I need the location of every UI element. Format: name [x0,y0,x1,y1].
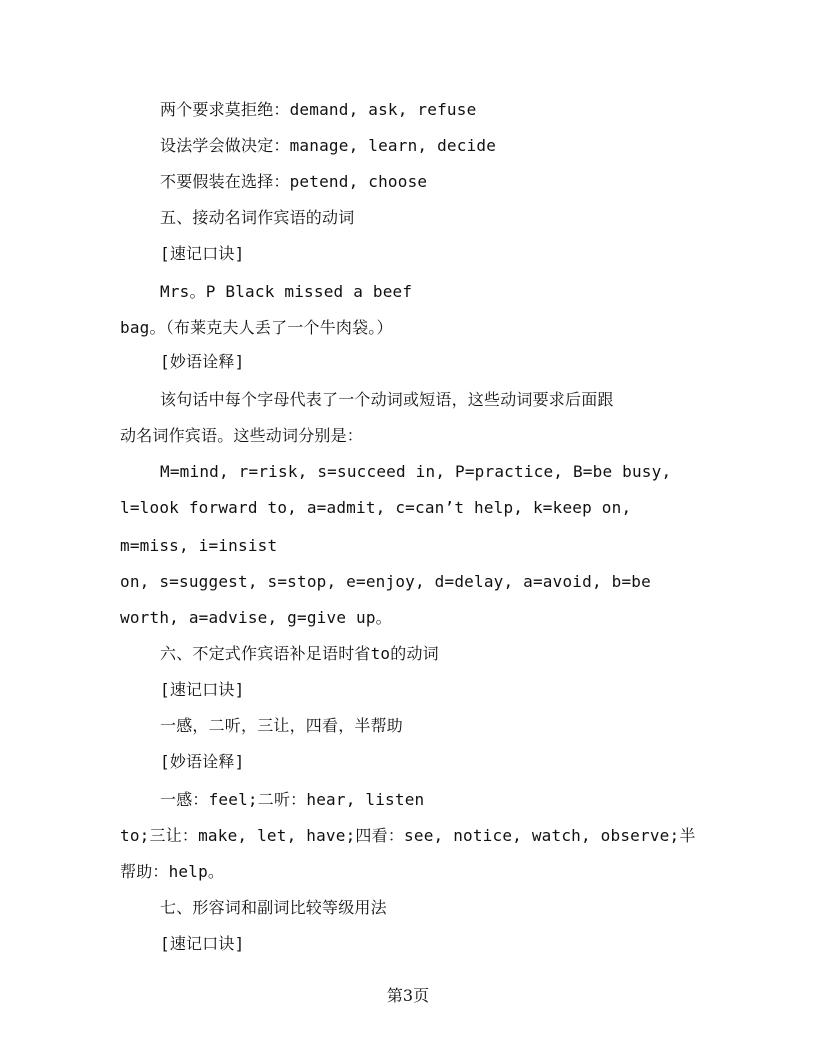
section-heading: 五、接动名词作宾语的动词 [160,208,355,227]
section-heading: 七、形容词和副词比较等级用法 [160,898,387,917]
subheading: [妙语诠释] [160,752,245,771]
text-line: 动名词作宾语。这些动词分别是： [120,426,364,445]
text-line: on, s=suggest, s=stop, e=enjoy, d=delay, a=avoid, b=be [120,572,651,591]
text-line: m=miss, i=insist [120,536,278,555]
text-line: 一感：feel;二听：hear, listen [160,790,425,809]
text-line: 不要假装在选择：petend, choose [160,172,428,191]
subheading: [速记口诀] [160,680,245,699]
text-line: to;三让：make, let, have;四看：see, notice, watch, observe;半 [120,826,696,845]
subheading: [妙语诠释] [160,352,245,371]
text-line: 帮助：help。 [120,862,225,881]
text-line: bag。（布莱克夫人丢了一个牛肉袋。） [120,318,393,337]
subheading: [速记口诀] [160,934,245,953]
text-line: l=look forward to, a=admit, c=can’t help, k=keep on, [120,498,632,517]
text-line: 一感，二听，三让，四看，半帮助 [160,716,404,735]
subheading: [速记口诀] [160,244,245,263]
text-line: 两个要求莫拒绝：demand, ask, refuse [160,100,477,119]
text-line: 设法学会做决定：manage, learn, decide [160,136,497,155]
text-line: 该句话中每个字母代表了一个动词或短语，这些动词要求后面跟 [160,390,614,409]
section-heading: 六、不定式作宾语补足语时省to的动词 [160,644,439,663]
text-line: worth, a=advise, g=give up。 [120,608,392,627]
page-number: 第3页 [386,986,430,1005]
text-line: Mrs。P Black missed a beef [160,282,413,301]
text-line: M=mind, r=risk, s=succeed in, P=practice, B=be busy, [160,462,672,481]
